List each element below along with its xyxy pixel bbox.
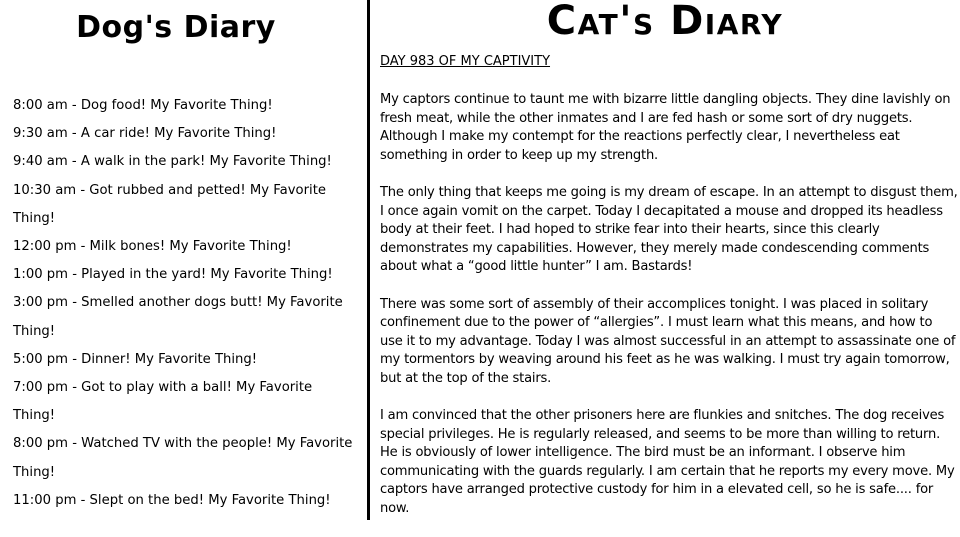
dog-diary-entry: 10:30 am - Got rubbed and petted! My Favorite Thing! — [13, 182, 326, 226]
cat-diary-paragraph: My captors continue to taunt me with bizarre little dangling objects. They dine lavishly on fresh meat, while the other inmates and I are fed hash or some sort of dry nuggets. Although I make my contempt for the reactions perfectly clear, I nevertheless eat something in order to keep up my strength. — [380, 92, 951, 163]
cat-diary-column — [370, 0, 960, 520]
dog-diary-entry: 3:00 pm - Smelled another dogs butt! My Favorite Thing! — [13, 295, 343, 339]
dog-diary-entry: 8:00 pm - Watched TV with the people! My Favorite Thing! — [13, 436, 353, 480]
dog-diary-entry: 5:00 pm - Dinner! My Favorite Thing! — [13, 351, 258, 367]
dog-diary-entry: 9:30 am - A car ride! My Favorite Thing! — [13, 126, 277, 142]
dog-diary-entry: 12:00 pm - Milk bones! My Favorite Thing! — [13, 239, 292, 255]
cat-diary-title: Cat's Diary — [546, 0, 784, 44]
cat-diary-paragraph: There was some sort of assembly of their accomplices tonight. I was placed in solitary confinement due to the power of “allergies”. I must learn what this means, and how to use it to my advantage. Today I was almost successful in an attempt to assassinate one of my tormentors by weaving around his feet as he was walking. I must try again tomorrow, but at the top of the stairs. — [380, 296, 956, 386]
cat-diary-paragraph: The only thing that keeps me going is my dream of escape. In an attempt to disgust them, I once again vomit on the carpet. Today I decapitated a mouse and dropped its headless body at their feet. I had hoped to strike fear into their hearts, since this clearly demonstrates my capabilities. However, they merely made condescending comments about what a “good little hunter” I am. Bastards! — [380, 184, 958, 275]
dog-diary-entry: 1:00 pm - Played in the yard! My Favorite Thing! — [13, 267, 333, 283]
dog-diary-column — [0, 0, 368, 520]
dog-diary-entries — [13, 92, 358, 515]
cat-diary-day-heading: DAY 983 OF MY CAPTIVITY — [380, 54, 551, 69]
dog-diary-entry: 8:00 am - Dog food! My Favorite Thing! — [13, 98, 273, 113]
dog-diary-title: Dog's Diary — [76, 10, 276, 45]
cat-diary-paragraph: I am convinced that the other prisoners here are flunkies and snitches. The dog receives special privileges. He is regularly released, and seems to be more than willing to return. He is obviously of lower intelligence. The bird must be an informant. I observe him communicating with the guards regularly. I am certain that he reports my every move. My captors have arranged protective custody for him in a elevated cell, so he is safe.... for now. — [380, 408, 955, 517]
dog-diary-entry: 7:00 pm - Got to play with a ball! My Favorite Thing! — [13, 380, 313, 424]
cat-diary-body — [380, 91, 958, 537]
dog-diary-entry: 9:40 am - A walk in the park! My Favorite Thing! — [13, 154, 332, 170]
dog-diary-entry: 11:00 pm - Slept on the bed! My Favorite Thing! — [13, 492, 331, 508]
